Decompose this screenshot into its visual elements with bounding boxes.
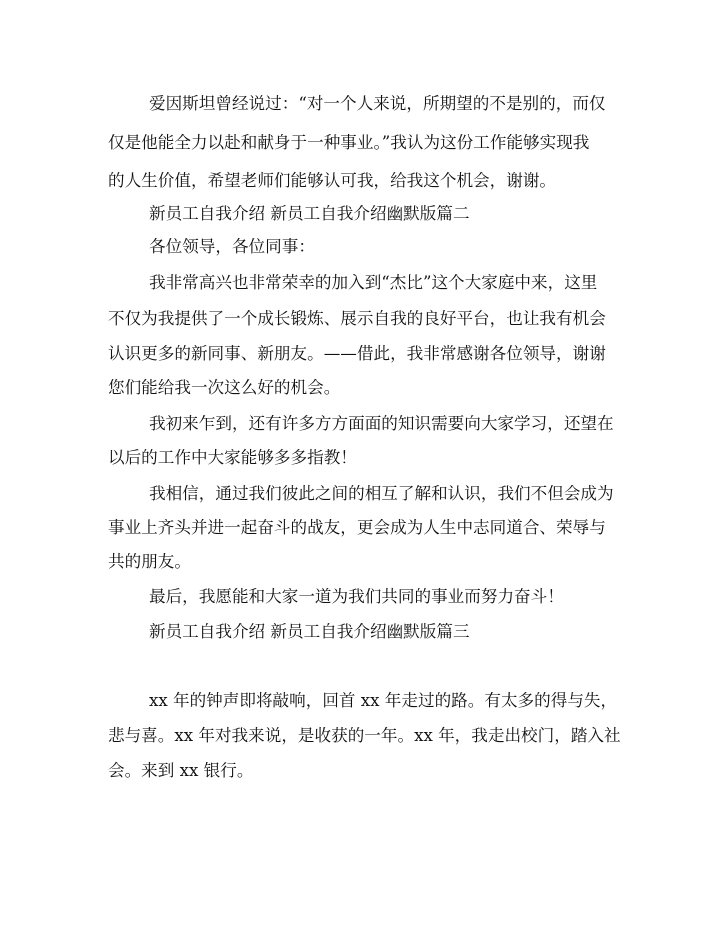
- paragraph-line: 共的朋友。: [108, 552, 191, 571]
- paragraph-line: 会。来到 xx 银行。: [108, 761, 254, 780]
- paragraph-line: 不仅为我提供了一个成长锻炼、展示自我的良好平台，也让我有机会: [108, 309, 606, 328]
- paragraph-line: 认识更多的新同事、新朋友。——借此，我非常感谢各位领导，谢谢: [108, 344, 606, 363]
- paragraph-line: 的人生价值，希望老师们能够认可我，给我这个机会，谢谢。: [108, 171, 557, 190]
- paragraph-line: 我相信，通过我们彼此之间的相互了解和认识，我们不但会成为: [149, 484, 614, 503]
- paragraph-line: 最后，我愿能和大家一道为我们共同的事业而努力奋斗！: [149, 587, 564, 606]
- paragraph-line: 我初来乍到，还有许多方方面面的知识需要向大家学习，还望在: [149, 414, 614, 433]
- greeting-line: 各位领导，各位同事：: [149, 237, 315, 256]
- paragraph-line: 我非常高兴也非常荣幸的加入到“杰比”这个大家庭中来，这里: [149, 273, 598, 292]
- paragraph-line: 爱因斯坦曾经说过：“对一个人来说，所期望的不是别的，而仅: [149, 94, 606, 113]
- paragraph-line: 仅是他能全力以赴和献身于一种事业。”我认为这份工作能够实现我: [108, 133, 590, 152]
- paragraph-line: 悲与喜。xx 年对我来说，是收获的一年。xx 年，我走出校门，踏入社: [108, 726, 621, 745]
- paragraph-line: xx 年的钟声即将敲响，回首 xx 年走过的路。有太多的得与失，: [149, 691, 618, 710]
- section-heading: 新员工自我介绍 新员工自我介绍幽默版篇二: [149, 204, 470, 223]
- paragraph-line: 您们能给我一次这么好的机会。: [108, 378, 341, 397]
- paragraph-line: 事业上齐头并进一起奋斗的战友，更会成为人生中志同道合、荣辱与: [108, 518, 606, 537]
- section-heading: 新员工自我介绍 新员工自我介绍幽默版篇三: [149, 622, 470, 641]
- paragraph-line: 以后的工作中大家能够多多指教！: [108, 448, 357, 467]
